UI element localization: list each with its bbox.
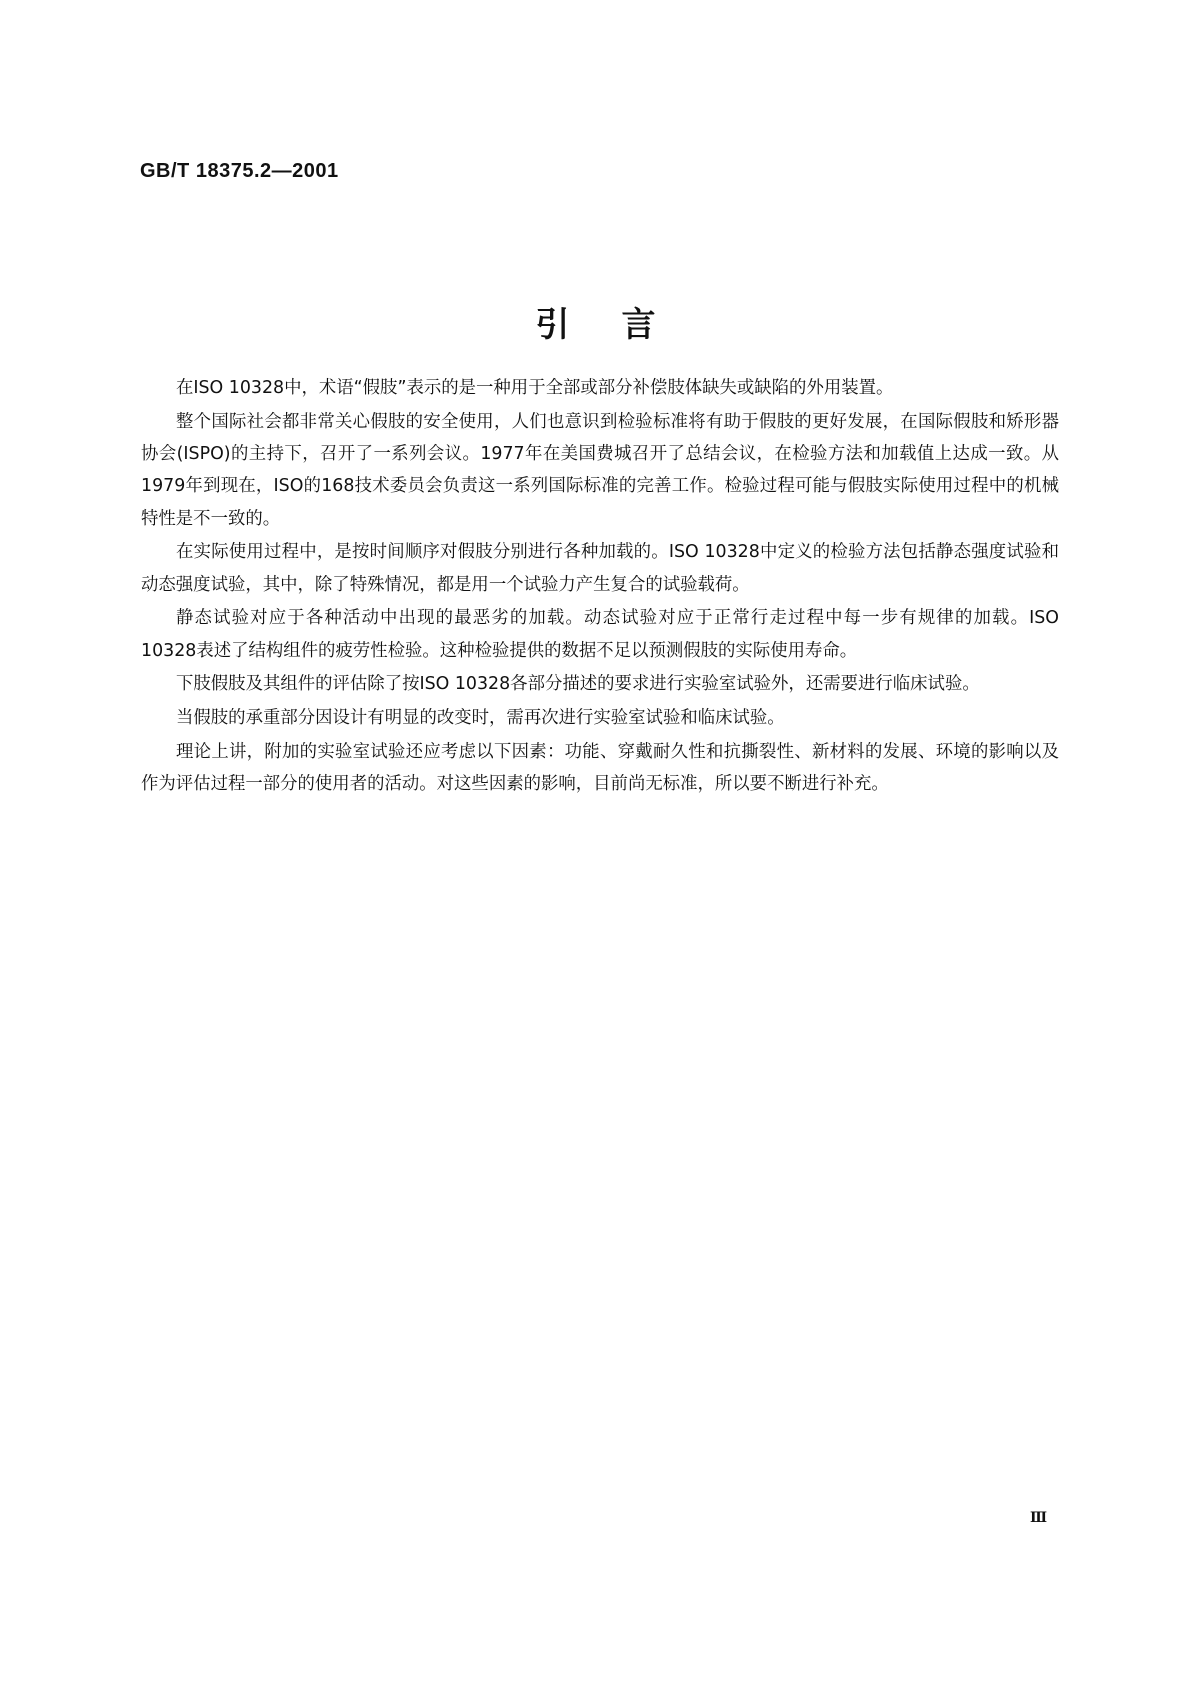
- standard-number: GB/T 18375.2—2001: [140, 160, 339, 182]
- paragraph: 整个国际社会都非常关心假肢的安全使用，人们也意识到检验标准将有助于假肢的更好发展，在国际假肢和矫形器协会(ISPO)的主持下，召开了一系列会议。1977年在美国费城召开了总结会议，在检验方法和加载值上达成一致。从1979年到现在，ISO的168技术委员会负责这一系列国际标准的完善工作。检验过程可能与假肢实际使用过程中的机械特性是不一致的。: [141, 411, 1059, 529]
- paragraph: 当假肢的承重部分因设计有明显的改变时，需再次进行实验室试验和临床试验。: [176, 708, 785, 728]
- paragraph: 理论上讲，附加的实验室试验还应考虑以下因素：功能、穿戴耐久性和抗撕裂性、新材料的发展、环境的影响以及作为评估过程一部分的使用者的活动。对这些因素的影响，目前尚无标准，所以要不断进行补充。: [141, 741, 1059, 794]
- paragraph: 在实际使用过程中，是按时间顺序对假肢分别进行各种加载的。ISO 10328中定义的检验方法包括静态强度试验和动态强度试验，其中，除了特殊情况，都是用一个试验力产生复合的试验载荷。: [141, 542, 1059, 595]
- page-number: Ⅲ: [1030, 1510, 1048, 1526]
- body-text: [141, 372, 1059, 802]
- paragraph: 在ISO 10328中，术语“假肢”表示的是一种用于全部或部分补偿肢体缺失或缺陷的外用装置。: [176, 378, 894, 398]
- paragraph: 下肢假肢及其组件的评估除了按ISO 10328各部分描述的要求进行实验室试验外，还需要进行临床试验。: [176, 674, 980, 695]
- paragraph: 静态试验对应于各种活动中出现的最恶劣的加载。动态试验对应于正常行走过程中每一步有规律的加载。ISO 10328表述了结构组件的疲劳性检验。这种检验提供的数据不足以预测假肢的实际使用寿命。: [141, 608, 1059, 661]
- page-title: 引言: [535, 305, 708, 345]
